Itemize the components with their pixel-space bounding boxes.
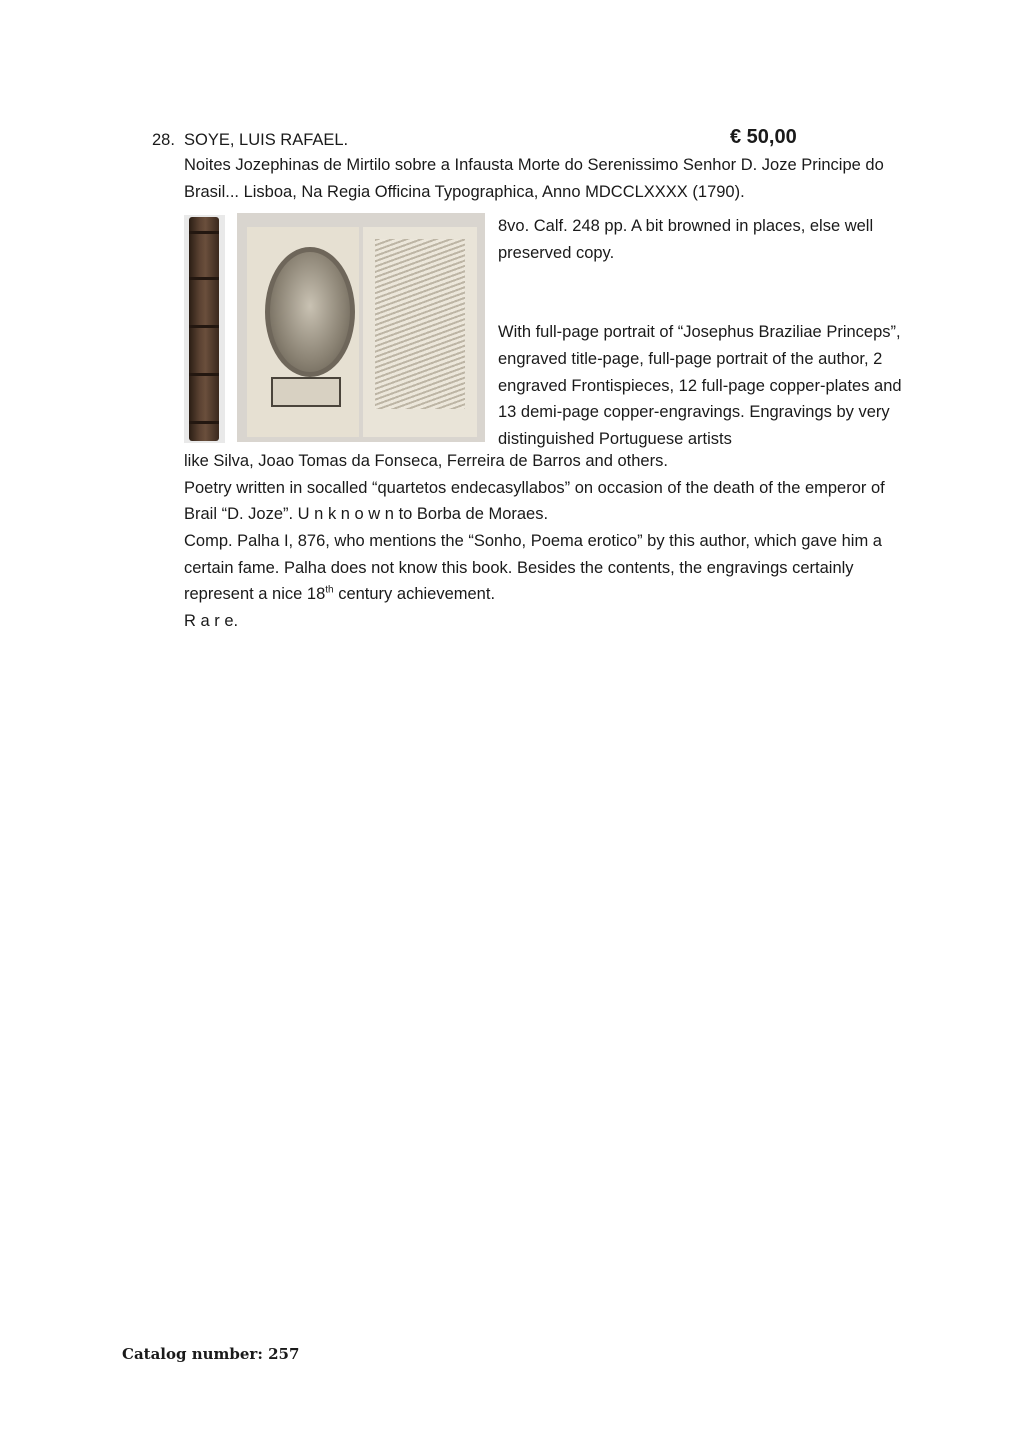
open-book-image xyxy=(237,213,485,442)
description-physical: 8vo. Calf. 248 pp. A bit browned in places, else well preserved copy. xyxy=(498,217,874,262)
entry-header xyxy=(152,124,912,152)
entry-price: € 50,00 xyxy=(730,126,797,148)
description-engravings-cont: like Silva, Joao Tomas da Fonseca, Ferreira de Barros and others. xyxy=(184,452,668,471)
entry-title: Noites Jozephinas de Mirtilo sobre a Infausta Morte do Serenissimo Senhor D. Joze Principe do Brasil... Lisboa, Na Regia Officina Typographica, Anno MDCCLXXXX (1790). xyxy=(184,156,884,201)
title-page-engraving xyxy=(375,239,465,409)
entry-number: 28. xyxy=(152,131,175,149)
portrait-engraving xyxy=(265,247,355,377)
poetry-note: Poetry written in socalled “quartetos endecasyllabos” on occasion of the death of the emperor of Brail “D. Joze”. U n k n o w n to Borba de Moraes. xyxy=(184,478,885,524)
description-engravings: With full-page portrait of “Josephus Braziliae Princeps”, engraved title-page, full-page portrait of the author, 2 engraved Frontispieces, 12 full-page copper-plates and 13 demi-page copper-engravings. Engravings by very distinguished Portuguese artists xyxy=(498,323,902,448)
portrait-plaque xyxy=(271,377,341,407)
rarity-note: R a r e. xyxy=(184,611,239,630)
book-spine-image xyxy=(184,215,225,443)
entry-body xyxy=(184,152,912,634)
entry-notes xyxy=(184,448,912,634)
comparison-text-end: century achievement. xyxy=(333,585,496,604)
comparison-text: Comp. Palha I, 876, who mentions the “Sonho, Poema erotico” by this author, which gave him a certain fame. Palha does not know this book. Besides the contents, the engravings certainly represent a nice 18 xyxy=(184,531,882,604)
comparison-note xyxy=(184,528,912,608)
entry-author: SOYE, LUIS RAFAEL. xyxy=(184,131,349,149)
catalog-number: Catalog number: 257 xyxy=(122,1345,300,1363)
catalog-entry xyxy=(152,124,912,634)
superscript-th: th xyxy=(325,584,334,596)
side-description xyxy=(498,213,912,453)
media-block xyxy=(184,213,912,453)
